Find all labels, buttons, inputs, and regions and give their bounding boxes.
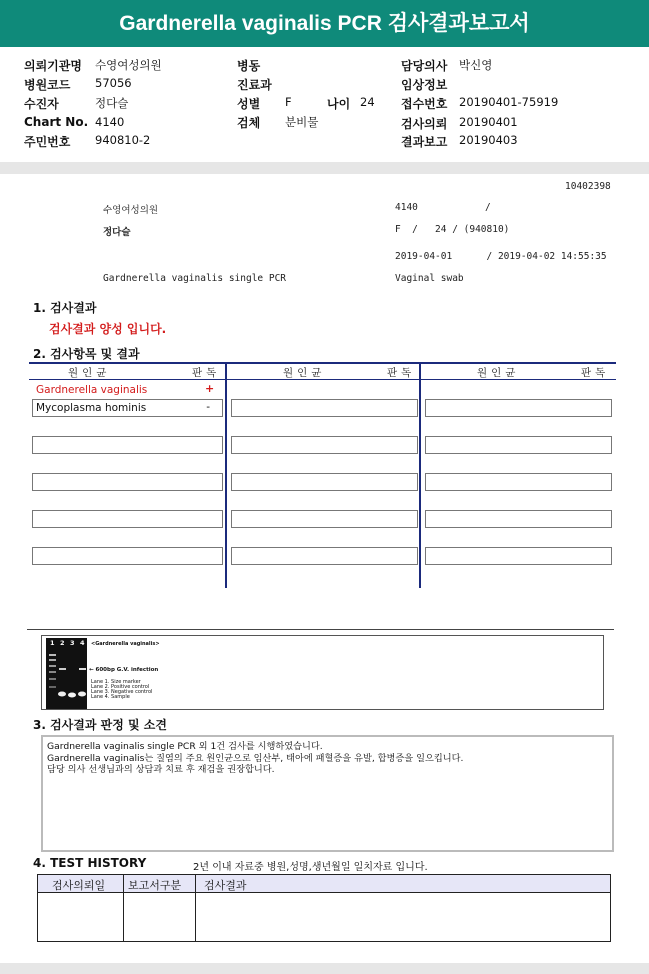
gel-title: <Gardnerella vaginalis> — [91, 641, 160, 647]
sex-value: F — [285, 95, 292, 109]
gel-legend-item: Lane 4. Sample — [91, 694, 130, 700]
table-row — [32, 436, 223, 454]
ward-label: 병동 — [237, 59, 261, 73]
section2-title: 2. 검사항목 및 결과 — [33, 347, 140, 361]
gel-result-panel — [41, 635, 604, 710]
table-row — [32, 510, 223, 528]
opinion-box — [41, 735, 614, 852]
opinion-line: Gardnerella vaginalis single PCR 외 1건 검사를 시행하였습니다. — [47, 741, 323, 752]
lane-number: 2 — [60, 639, 65, 647]
lane-number: 3 — [70, 639, 75, 647]
history-col-result: 검사결과 — [204, 879, 247, 892]
gel-legend-item: Lane 3. Negative control — [91, 689, 153, 695]
doctor-value: 박신영 — [459, 58, 493, 72]
age-value: 24 — [360, 95, 375, 109]
doc-id: 10402398 — [565, 181, 611, 192]
header-pathogen: 원인균 — [68, 367, 111, 379]
summary-test-name: Gardnerella vaginalis single PCR — [103, 273, 287, 284]
summary-sex-age: F / 24 / (940810) — [395, 224, 510, 235]
summary-specimen: Vaginal swab — [395, 273, 464, 284]
opinion-line: 담당 의사 선생님과의 상담과 치료 후 재검을 권장합니다. — [47, 764, 275, 775]
clinical-label: 임상정보 — [401, 78, 448, 92]
gel-legend-item: Lane 1. Size marker — [91, 679, 141, 685]
summary-institution: 수영여성의원 — [103, 205, 159, 216]
patient-info-panel — [0, 47, 649, 162]
table-row — [425, 473, 612, 491]
gel-legend-item: Lane 2. Positive control — [91, 684, 150, 690]
rrn-label: 주민번호 — [24, 135, 71, 149]
chart-value: 4140 — [95, 115, 125, 129]
age-label: 나이 — [327, 97, 351, 111]
table-row — [32, 399, 223, 417]
hospital-code-value: 57056 — [95, 76, 132, 90]
summary-dates: 2019-04-01 / 2019-04-02 14:55:35 — [395, 251, 607, 262]
header-judgment: 판독 — [581, 367, 610, 379]
summary-chart: 4140 — [395, 202, 418, 213]
header-pathogen: 원인균 — [477, 367, 520, 379]
request-label: 검사의뢰 — [401, 117, 448, 131]
table-row — [425, 547, 612, 565]
institution-label: 의뢰기관명 — [24, 59, 82, 73]
table-row — [425, 436, 612, 454]
table-row — [32, 473, 223, 491]
header-judgment: 판독 — [192, 367, 221, 379]
summary-patient: 정다슬 — [103, 227, 131, 238]
table-row — [231, 473, 418, 491]
table-row — [425, 399, 612, 417]
report-label: 결과보고 — [401, 135, 448, 149]
institution-value: 수영여성의원 — [95, 58, 162, 72]
receipt-value: 20190401-75919 — [459, 95, 559, 109]
chart-label: Chart No. — [24, 115, 89, 129]
table-row — [231, 547, 418, 565]
section4-title: 4. TEST HISTORY — [33, 856, 147, 870]
summary-slash: / — [485, 202, 491, 213]
footer-band — [0, 963, 649, 974]
header-judgment: 판독 — [387, 367, 416, 379]
table-row — [425, 510, 612, 528]
section1-title: 1. 검사결과 — [33, 301, 97, 315]
header-pathogen: 원인균 — [283, 367, 326, 379]
hospital-code-label: 병원코드 — [24, 78, 71, 92]
patient-label: 수진자 — [24, 97, 59, 111]
table-row — [231, 436, 418, 454]
section-separator — [27, 629, 614, 630]
table-row — [32, 547, 223, 565]
request-value: 20190401 — [459, 115, 518, 129]
row-pathogen-name: Gardnerella vaginalis — [36, 384, 148, 396]
lane-number: 4 — [80, 639, 85, 647]
receipt-label: 접수번호 — [401, 97, 448, 111]
table-row — [231, 399, 418, 417]
history-col-report-type: 보고서구분 — [128, 879, 182, 892]
dept-label: 진료과 — [237, 78, 272, 92]
column-divider — [225, 362, 227, 588]
section3-title: 3. 검사결과 판정 및 소견 — [33, 718, 167, 732]
gel-bands-icon — [46, 638, 87, 709]
opinion-line: Gardnerella vaginalis는 질염의 주요 원인균으로 임산부, 태아에 패혈증을 유발, 합병증을 일으킵니다. — [47, 752, 464, 764]
patient-value: 정다슬 — [95, 96, 129, 110]
column-divider — [419, 362, 421, 588]
history-column-divider — [123, 875, 124, 941]
table-top-rule — [29, 362, 616, 364]
report-title: Gardnerella vaginalis PCR 검사결과보고서 — [0, 0, 649, 47]
specimen-value: 분비물 — [285, 115, 319, 129]
history-column-divider — [195, 875, 196, 941]
history-col-request-date: 검사의뢰일 — [52, 879, 106, 892]
sex-label: 성별 — [237, 97, 261, 111]
row-judgment: - — [206, 401, 210, 413]
gel-electrophoresis-image — [46, 638, 87, 709]
row-judgment: + — [205, 382, 215, 395]
divider-band — [0, 162, 649, 174]
gel-band-label: ← 600bp G.V. infection — [89, 667, 159, 673]
lane-number: 1 — [50, 639, 55, 647]
result-statement: 검사결과 양성 입니다. — [49, 322, 167, 336]
history-note: 2년 이내 자료중 병원,성명,생년월일 일치자료 입니다. — [193, 862, 428, 873]
table-row — [231, 510, 418, 528]
row-pathogen-name: Mycoplasma hominis — [36, 402, 147, 414]
rrn-value: 940810-2 — [95, 133, 151, 147]
history-table — [37, 874, 611, 942]
report-value: 20190403 — [459, 133, 518, 147]
specimen-label: 검체 — [237, 116, 261, 130]
doctor-label: 담당의사 — [401, 59, 448, 73]
